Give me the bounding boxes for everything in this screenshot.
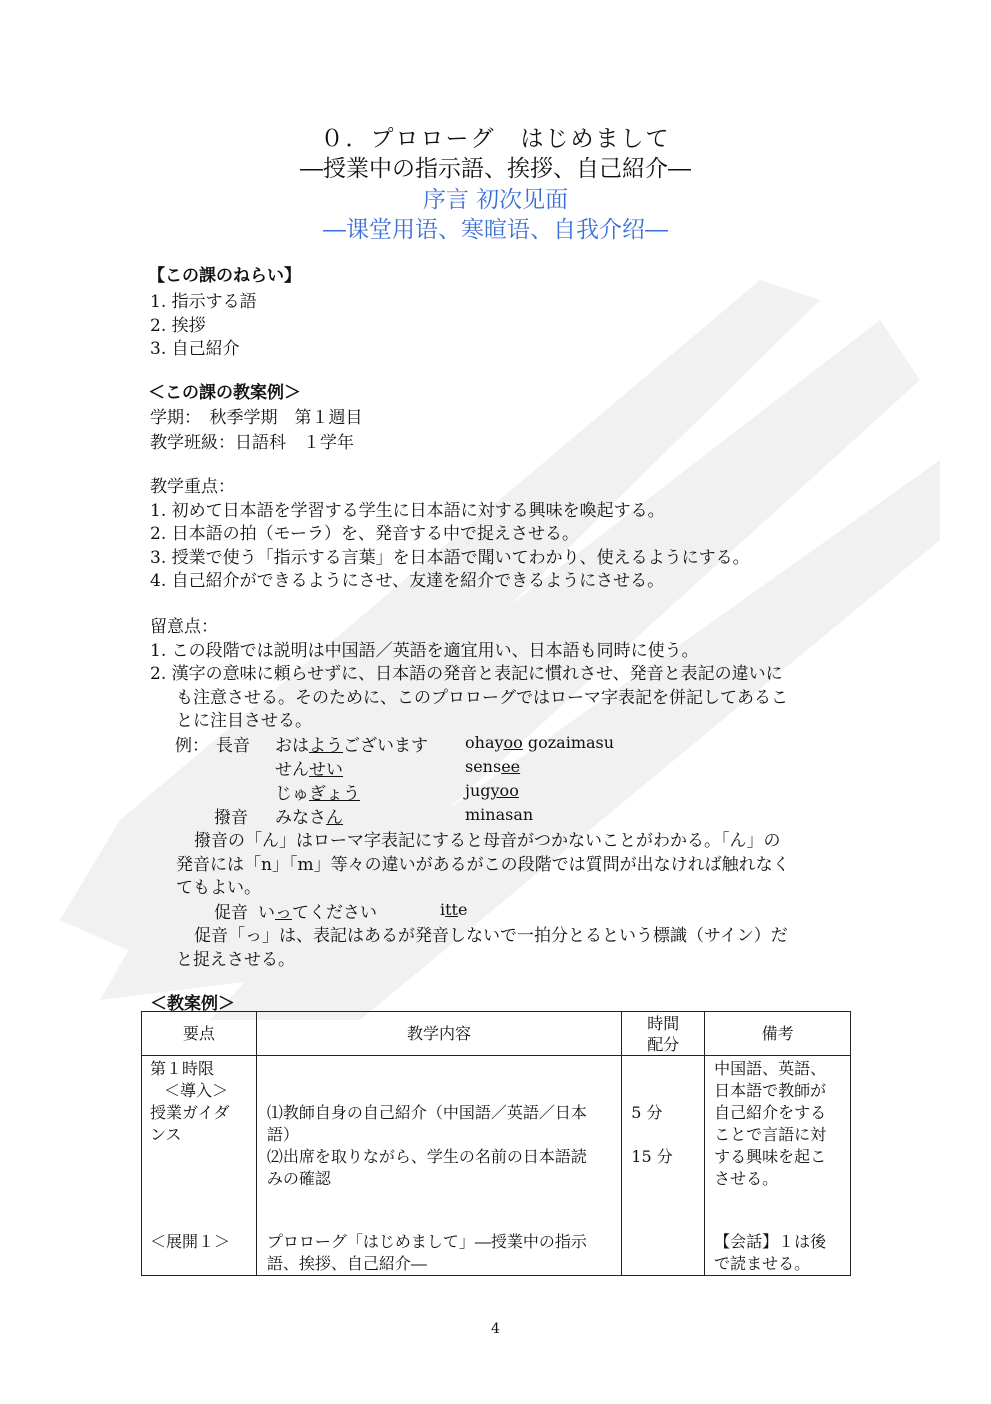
header-remarks: 備考 (705, 1012, 851, 1056)
table-heading: ＜教案例＞ (150, 994, 235, 1014)
title-japanese: ０．プロローグ はじめまして (320, 126, 671, 152)
notes-heading: 留意点： (150, 617, 218, 637)
example-romaji: ohayoo gozaimasu (465, 733, 615, 752)
example-kana: おはようございます (275, 736, 428, 756)
example-label: 例： (175, 736, 209, 756)
focus-item: 2. 日本語の拍（モーラ）を、発音する中で捉えさせる。 (150, 524, 579, 544)
explanation-line: 発音には「n」「m」等々の違いがあるがこの段階では質問が出なければ触れなく (176, 855, 790, 875)
header-content: 教学内容 (256, 1012, 621, 1056)
title-chinese: 序言 初次见面 (422, 187, 569, 213)
example-romaji: minasan (465, 805, 534, 824)
header-points: 要点 (142, 1012, 257, 1056)
table-header-row (142, 1012, 851, 1056)
table-cell-remarks: 中国語、英語、 日本語で教師が 自己紹介をする ことで言語に対 する興味を起こ させる。 【会話】１は後 で読ませる。 (705, 1056, 851, 1276)
focus-item: 3. 授業で使う「指示する言葉」を日本語で聞いてわかり、使えるようにする。 (150, 548, 750, 568)
focus-heading: 教学重点： (150, 477, 235, 497)
example-romaji: itte (440, 900, 468, 919)
note-1: 1. この段階では説明は中国語／英語を適宜用い、日本語も同時に使う。 (150, 641, 699, 661)
note-2-line-1: 2. 漢字の意味に頼らせずに、日本語の発音と表記に慣れさせ、発音と表記の違いに (150, 664, 783, 684)
table-cell-content: ⑴教師自身の自己紹介（中国語／英語／日本 語） ⑵出席を取りながら、学生の名前の日本語読 みの確認 プロローグ「はじめまして」―授業中の指示 語、挨拶、自己紹介― (256, 1056, 621, 1276)
table-cell-points: 第１時限 ＜導入＞ 授業ガイダ ンス ＜展開１＞ (142, 1056, 257, 1276)
example-kana: せんせい (275, 760, 343, 780)
aim-item: 1. 指示する語 (150, 292, 257, 312)
focus-item: 1. 初めて日本語を学習する学生に日本語に対する興味を喚起する。 (150, 501, 665, 521)
note-2-line-3: とに注目させる。 (176, 711, 312, 731)
note-2-line-2: も注意させる。そのために、このプロローグではローマ字表記を併記してあるこ (176, 688, 788, 708)
subtitle-japanese: ―授業中の指示語、挨拶、自己紹介― (300, 156, 691, 182)
explanation-line: てもよい。 (176, 878, 261, 898)
page-number: 4 (491, 1321, 500, 1337)
class-line: 教学班級：日語科 １学年 (150, 433, 354, 453)
aim-item: 3. 自己紹介 (150, 339, 240, 359)
explanation-line: 促音「っ」は、表記はあるが発音しないで一拍分とるという標識（サイン）だ (194, 926, 788, 946)
aims-heading: 【この課のねらい】 (148, 266, 301, 286)
aim-item: 2. 挨拶 (150, 316, 206, 336)
example-kana: いってください (258, 903, 377, 923)
geminate-label: 促音 (214, 903, 248, 923)
example-romaji: jugyoo (465, 781, 519, 800)
explanation-line: 撥音の「ん」はローマ字表記にすると母音がつかないことがわかる。「ん」の (194, 831, 781, 851)
example-kana: じゅぎょう (275, 784, 360, 804)
lesson-plan-table (141, 1011, 851, 1276)
subtitle-chinese: ―课堂用语、寒暄语、自我介绍― (323, 217, 668, 243)
table-cell-time: 5 分 15 分 (622, 1056, 705, 1276)
term-line: 学期： 秋季学期 第１週目 (150, 408, 363, 428)
explanation-line: と捉えさせる。 (176, 950, 295, 970)
header-time: 時間 配分 (622, 1012, 705, 1056)
syllabic-n-label: 撥音 (214, 808, 248, 828)
example-romaji: sensee (465, 757, 521, 776)
plan-heading: ＜この課の教案例＞ (148, 383, 301, 403)
long-vowel-label: 長音 (216, 736, 250, 756)
table-row (142, 1056, 851, 1276)
example-kana: みなさん (275, 808, 343, 828)
focus-item: 4. 自己紹介ができるようにさせ、友達を紹介できるようにさせる。 (150, 571, 665, 591)
